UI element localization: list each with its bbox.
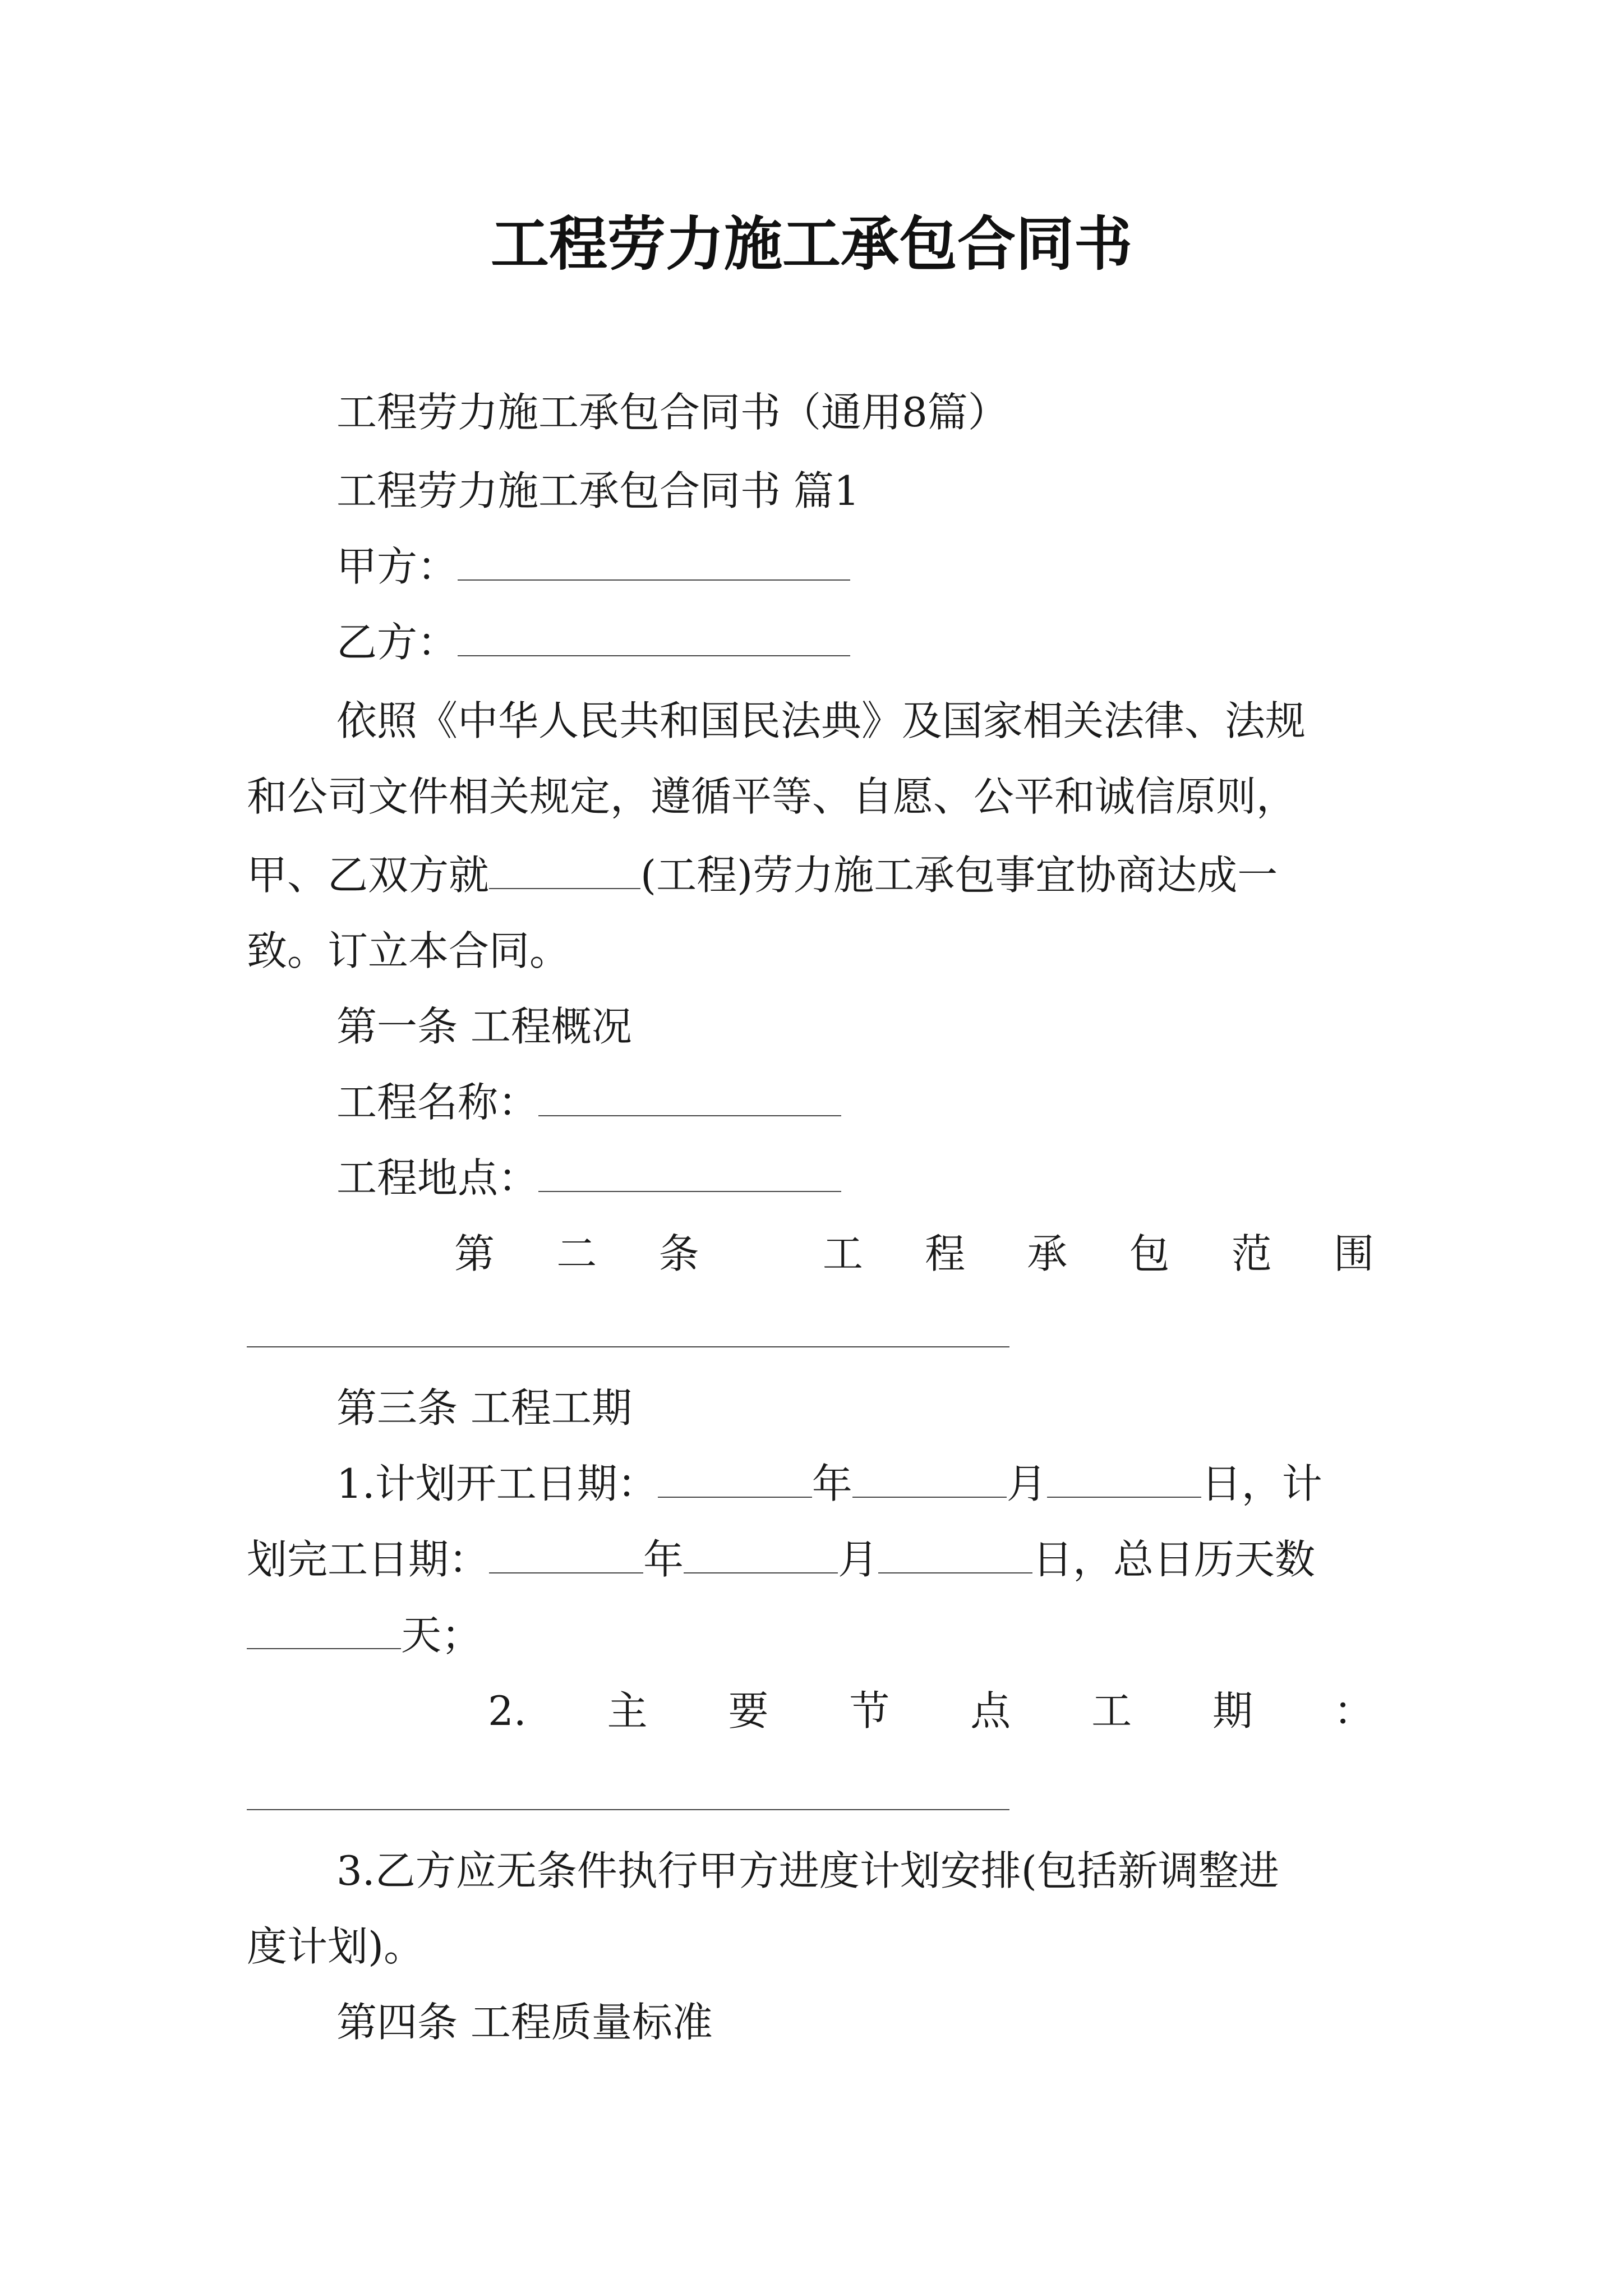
schedule-line-2 <box>247 1531 1315 1588</box>
article-2-char: 围 <box>1333 1230 1374 1277</box>
party-b-line <box>336 614 850 670</box>
party-a-blank <box>458 542 850 581</box>
article-2-heading <box>247 1226 1374 1282</box>
section-heading: 工程劳力施工承包合同书 篇1 <box>336 467 860 514</box>
milestone-char: 期 <box>1212 1687 1253 1734</box>
party-b-blank <box>458 618 850 656</box>
project-blank <box>489 851 640 889</box>
milestone-char: 节 <box>849 1687 890 1734</box>
scope-blank-line <box>247 1346 1009 1347</box>
item-3-line-1: 3.乙方应无条件执行甲方进度计划安排(包括新调整进 <box>336 1847 1279 1894</box>
milestone-char: 2. <box>488 1687 527 1734</box>
intro-line-3-end: (工程)劳力施工承包事宜协商达成一 <box>640 852 1278 899</box>
milestone-blank-line <box>247 1809 1009 1810</box>
days-unit-label: 天； <box>401 1612 482 1659</box>
year-label: 年 <box>643 1536 684 1583</box>
schedule-line-1 <box>336 1456 1322 1512</box>
milestone-char: 工 <box>1091 1687 1132 1734</box>
start-year-blank <box>658 1460 812 1498</box>
party-a-label: 甲方： <box>336 543 458 590</box>
month-label: 月 <box>838 1536 879 1583</box>
document-subtitle: 工程劳力施工承包合同书（通用8篇） <box>336 389 1008 436</box>
milestone-heading <box>247 1683 1374 1739</box>
document-title: 工程劳力施工承包合同书 <box>490 209 1132 278</box>
milestone-char: ： <box>1333 1687 1374 1734</box>
start-day-blank <box>1047 1460 1201 1498</box>
start-date-label: 1.计划开工日期： <box>336 1460 658 1507</box>
party-a-line <box>336 539 850 595</box>
article-2-char: 范 <box>1231 1230 1272 1277</box>
project-name-blank <box>538 1078 841 1116</box>
end-date-label: 划完工日期： <box>247 1536 490 1583</box>
item-3-line-2: 度计划)。 <box>247 1923 425 1970</box>
article-4-heading: 第四条 工程质量标准 <box>336 1999 713 2046</box>
article-2-char: 二 <box>556 1230 597 1277</box>
article-3-heading: 第三条 工程工期 <box>336 1384 632 1432</box>
article-2-char: 承 <box>1027 1230 1068 1277</box>
milestone-char: 主 <box>607 1687 648 1734</box>
intro-line-1: 依照《中华人民共和国民法典》及国家相关法律、法规 <box>336 697 1306 744</box>
article-2-char: 条 <box>658 1230 699 1277</box>
milestone-char: 要 <box>728 1687 769 1734</box>
project-location-line <box>336 1150 841 1206</box>
project-name-label: 工程名称： <box>336 1079 539 1126</box>
article-2-char: 包 <box>1129 1230 1170 1277</box>
end-month-blank <box>684 1535 838 1573</box>
article-2-char: 第 <box>454 1230 495 1277</box>
end-day-blank <box>878 1535 1032 1573</box>
party-b-label: 乙方： <box>336 619 458 666</box>
article-1-heading: 第一条 工程概况 <box>336 1003 632 1050</box>
total-days-blank <box>247 1611 401 1649</box>
intro-line-3 <box>247 847 1278 903</box>
milestone-char: 点 <box>970 1687 1011 1734</box>
article-2-char: 程 <box>925 1230 966 1277</box>
start-month-blank <box>852 1460 1007 1498</box>
year-label: 年 <box>811 1460 852 1507</box>
project-location-label: 工程地点： <box>336 1154 539 1202</box>
total-days-label: 日，总日历天数 <box>1032 1536 1316 1583</box>
project-location-blank <box>538 1154 841 1192</box>
article-2-char: 工 <box>822 1230 863 1277</box>
end-year-blank <box>489 1535 643 1573</box>
intro-line-2: 和公司文件相关规定，遵循平等、自愿、公平和诚信原则， <box>247 773 1297 820</box>
project-name-line <box>336 1074 841 1130</box>
intro-line-4: 致。订立本合同。 <box>247 927 570 974</box>
intro-line-3-start: 甲、乙双方就 <box>247 852 490 899</box>
day-label: 日，计 <box>1201 1460 1322 1507</box>
schedule-line-3 <box>247 1607 482 1663</box>
month-label: 月 <box>1006 1460 1047 1507</box>
